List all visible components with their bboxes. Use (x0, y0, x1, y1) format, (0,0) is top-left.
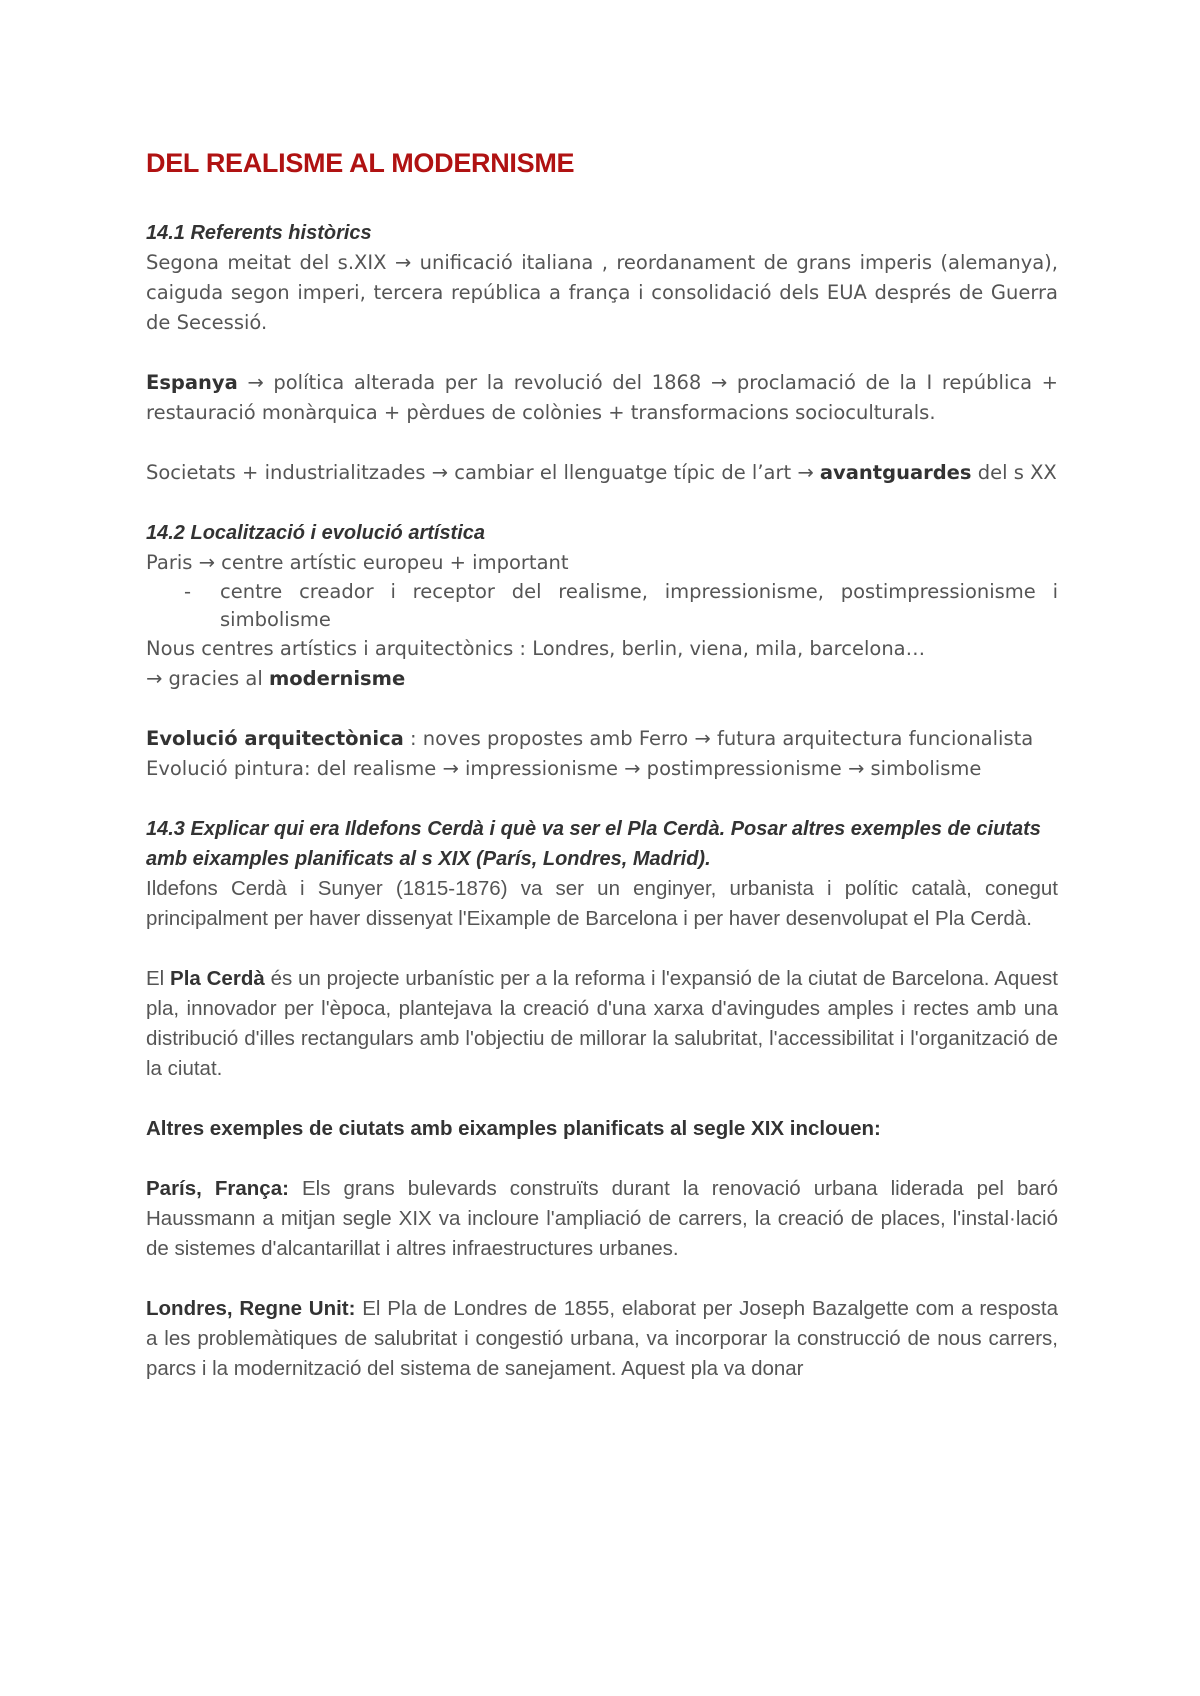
paragraph-paris (146, 1174, 1058, 1264)
bold-term-modernisme: modernisme (268, 667, 406, 690)
spacer (146, 694, 1058, 724)
paragraph-architecture-text: : noves propostes amb Ferro → futura arquitectura funcionalista (403, 727, 1034, 750)
line-modernisme-text: → gracies al (146, 667, 269, 690)
paragraph-cerda: Ildefons Cerdà i Sunyer (1815-1876) va ser un enginyer, urbanista i polític català, conegut principalment per haver dissenyat l'Eixample de Barcelona i per haver desenvolupat el Pla Cerdà. (146, 877, 1058, 930)
spacer (146, 784, 1058, 814)
spacer (146, 428, 1058, 458)
bold-term-spain: Espanya (146, 371, 238, 394)
paragraph-london (146, 1294, 1058, 1384)
list-item (184, 578, 1058, 634)
bold-term-paris: París, França: (146, 1177, 289, 1200)
spacer (146, 934, 1058, 964)
spacer (146, 1084, 1058, 1114)
paragraph-pla-cerda-start: El (146, 967, 171, 990)
spacer (146, 488, 1058, 518)
paragraph-historical-context: Segona meitat del s.XIX → unificació italiana , reordanament de grans imperis (alemanya), caiguda segon imperi, tercera república a frança i consolidació dels EUA després de Guerra de Secessió. (146, 251, 1058, 334)
list-item-text: centre creador i receptor del realisme, impressionisme, postimpressionisme i simbolisme (220, 580, 1058, 631)
paragraph-architecture (146, 724, 1058, 754)
section-heading-14-2: 14.2 Localització i evolució artística (146, 522, 486, 544)
paragraph-societies-end: del s XX (971, 461, 1057, 484)
bold-term-pla-cerda: Pla Cerdà (170, 967, 265, 990)
paragraph-painting: Evolució pintura: del realisme → impressionisme → postimpressionisme → simbolisme (146, 757, 982, 780)
paragraph-paris-text: Els grans bulevards construïts durant la renovació urbana liderada pel baró Haussmann a mitjan segle XIX va incloure l'ampliació de carrers, la creació de places, l'instal·lació de sistemes d'alcantarillat i altres infraestructures urbanes. (146, 1177, 1058, 1260)
bold-term-london: Londres, Regne Unit: (146, 1297, 356, 1320)
spacer (146, 1144, 1058, 1174)
bold-term-avantguardes: avantguardes (819, 461, 972, 484)
line-modernisme (146, 664, 1058, 694)
section-heading-14-3: 14.3 Explicar qui era Ildefons Cerdà i què va ser el Pla Cerdà. Posar altres exemples de ciutats amb eixamples planificats al s XIX (París, Londres, Madrid). (146, 818, 1041, 870)
section-heading-14-1: 14.1 Referents històrics (146, 222, 372, 244)
paragraph-pla-cerda (146, 964, 1058, 1084)
document-page (146, 146, 1058, 1384)
paragraph-societies-text: Societats + industrialitzades → cambiar el llenguatge típic de l’art → (146, 461, 820, 484)
document-title: DEL REALISME AL MODERNISME (146, 148, 575, 178)
bold-term-architecture: Evolució arquitectònica (146, 727, 404, 750)
bullet-dash: - (184, 580, 192, 603)
paragraph-societies (146, 458, 1058, 488)
paragraph-london-text: El Pla de Londres de 1855, elaborat per Joseph Bazalgette com a resposta a les problemàtiques de salubritat i congestió urbana, va incorporar la construcció de nous carrers, parcs i la modernització del sistema de sanejament. Aquest pla va donar (146, 1297, 1058, 1380)
paragraph-spain-text: → política alterada per la revolució del 1868 → proclamació de la I república + restauració monàrquica + pèrdues de colònies + transformacions socioculturals. (146, 371, 1058, 424)
paragraph-pla-cerda-text: és un projecte urbanístic per a la reforma i l'expansió de la ciutat de Barcelona. Aquest pla, innovador per l'època, plantejava la creació d'una xarxa d'avingudes amples i rectes amb una distribució d'illes rectangulars amb l'objectiu de millorar la salubritat, l'accessibilitat i l'organització de la ciutat. (146, 967, 1058, 1080)
subheading-other-examples: Altres exemples de ciutats amb eixamples planificats al segle XIX inclouen: (146, 1117, 881, 1140)
paragraph-spain (146, 368, 1058, 428)
spacer (146, 1264, 1058, 1294)
spacer (146, 338, 1058, 368)
line-paris-centre: Paris → centre artístic europeu + important (146, 551, 569, 574)
line-new-centres: Nous centres artístics i arquitectònics : Londres, berlin, viena, mila, barcelona… (146, 637, 926, 660)
